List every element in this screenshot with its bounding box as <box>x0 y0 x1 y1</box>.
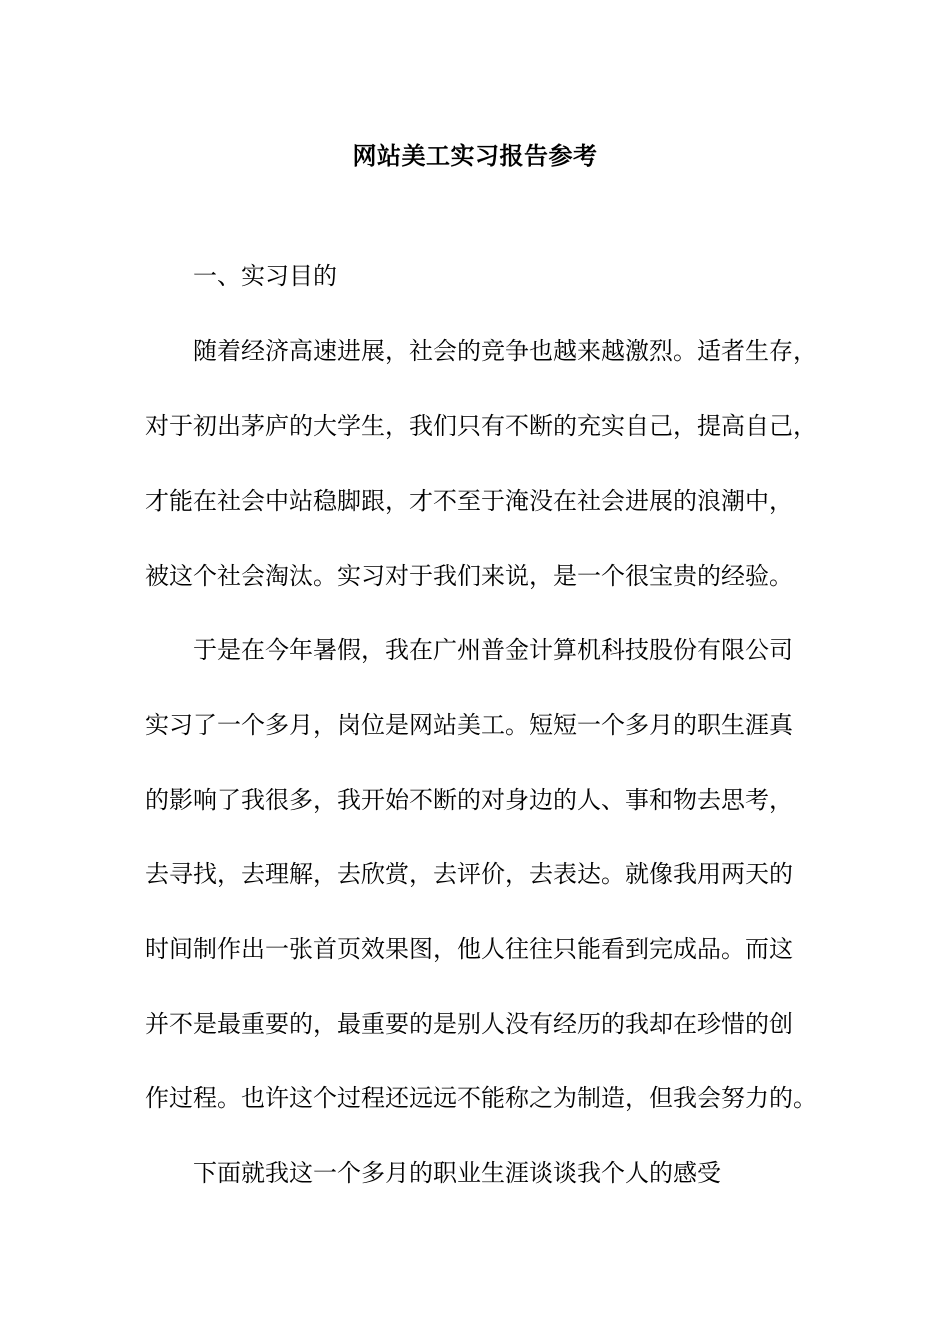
paragraph-line: 去寻找，去理解，去欣赏，去评价，去表达。就像我用两天的 <box>145 860 793 888</box>
section-heading: 一、实习目的 <box>193 262 337 290</box>
paragraph-line: 时间制作出一张首页效果图，他人往往只能看到完成品。而这 <box>145 935 793 963</box>
paragraph-line: 的影响了我很多，我开始不断的对身边的人、事和物去思考， <box>145 786 793 814</box>
paragraph-line: 被这个社会淘汰。实习对于我们来说，是一个很宝贵的经验。 <box>145 562 793 590</box>
paragraph-line: 对于初出茅庐的大学生，我们只有不断的充实自己，提高自己， <box>145 412 817 440</box>
paragraph-line: 作过程。也许这个过程还远远不能称之为制造，但我会努力的。 <box>145 1084 817 1112</box>
paragraph-line: 下面就我这一个多月的职业生涯谈谈我个人的感受 <box>193 1159 721 1187</box>
paragraph-line: 于是在今年暑假，我在广州普金计算机科技股份有限公司 <box>193 636 793 664</box>
paragraph-line: 并不是最重要的，最重要的是别人没有经历的我却在珍惜的创 <box>145 1010 793 1038</box>
paragraph-line: 实习了一个多月，岗位是网站美工。短短一个多月的职生涯真 <box>145 711 793 739</box>
paragraph-line: 随着经济高速进展，社会的竞争也越来越激烈。适者生存， <box>193 337 817 365</box>
paragraph-line: 才能在社会中站稳脚跟，才不至于淹没在社会进展的浪潮中， <box>145 487 793 515</box>
document-title: 网站美工实习报告参考 <box>352 141 598 170</box>
